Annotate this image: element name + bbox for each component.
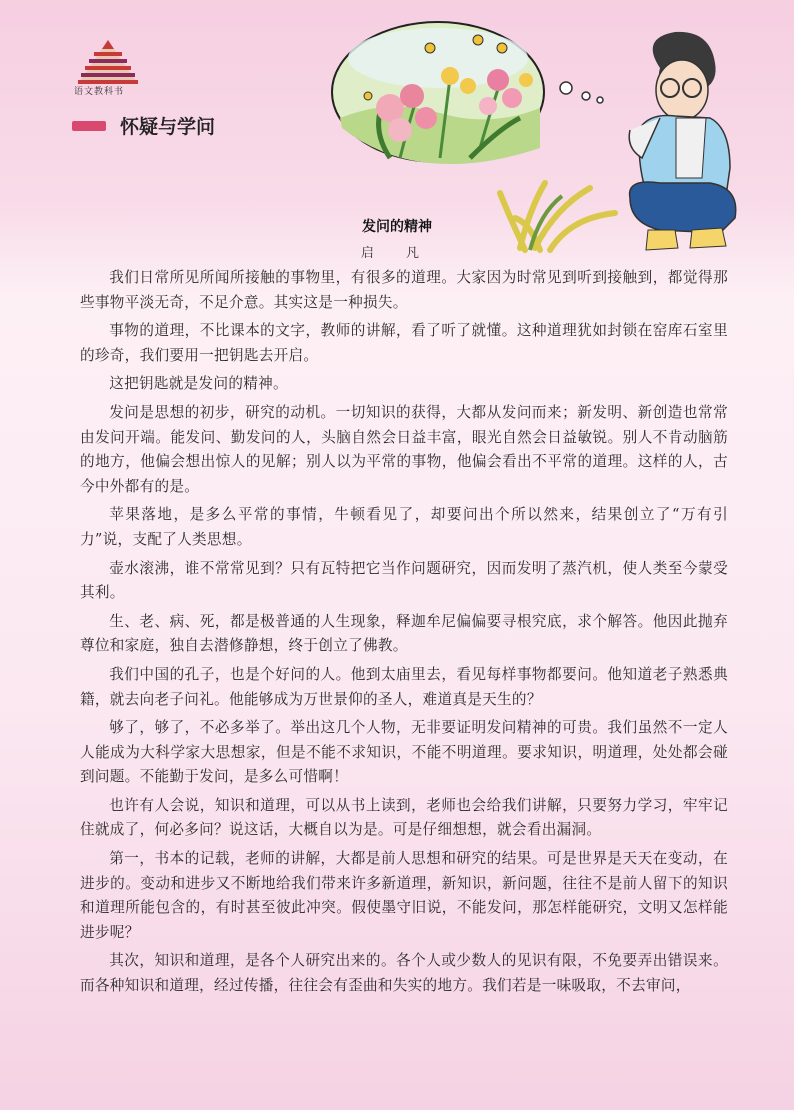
paragraph: 生、老、病、死，都是极普通的人生现象，释迦牟尼偏偏要寻根究底，求个解答。他因此抛弃尊位和家庭，独自去潜修静想，终于创立了佛教。 (80, 612, 728, 655)
paragraph: 这把钥匙就是发问的精神。 (109, 375, 288, 393)
article-author: 启 凡 (360, 246, 434, 261)
paragraph: 够了，够了，不必多举了。举出这几个人物，无非要证明发问精神的可贵。我们虽然不一定人人能成为大科学家大思想家，但是不能不求知识，不能不明道理。要求知识，明道理，处处都会碰到问题。不能勤于发问，是多么可惜啊！ (80, 719, 728, 786)
paragraph: 也许有人会说，知识和道理，可以从书上读到，老师也会给我们讲解，只要努力学习，牢牢记住就成了，何必多问？说这话，大概自以为是。可是仔细想想，就会看出漏洞。 (80, 796, 728, 839)
paragraph: 事物的道理，不比课本的文字，教师的讲解，看了听了就懂。这种道理犹如封锁在窑库石室里的珍奇，我们要用一把钥匙去开启。 (80, 322, 728, 364)
unit-header (72, 112, 215, 139)
paragraph: 我们中国的孔子，也是个好问的人。他到太庙里去，看见每样事物都要问。他知道老子熟悉典籍，就去向老子问礼。他能够成为万世景仰的圣人，难道真是天生的？ (80, 665, 728, 708)
article-title: 发问的精神 (362, 219, 432, 235)
paragraph: 苹果落地，是多么平常的事情，牛顿看见了，却要问出个所以然来，结果创立了“万有引力”说，支配了人类思想。 (80, 506, 728, 548)
paragraph: 我们日常所见所闻所接触的事物里，有很多的道理。大家因为时常见到听到接触到，都觉得那些事物平淡无奇，不足介意。其实这是一种损失。 (80, 269, 728, 311)
logo-label: 语文教科书 (74, 87, 125, 97)
paragraph: 发问是思想的初步，研究的动机。一切知识的获得，大都从发问而来；新发明、新创造也常常由发问开端。能发问、勤发问的人，头脑自然会日益丰富，眼光自然会日益敏锐。别人不肯动脑筋的地方，他偏会想出惊人的见解；别人以为平常的事物，他偏会看出不平常的道理。这样的人，古今中外都有的是。 (80, 403, 728, 495)
article-body (80, 266, 728, 1003)
paragraph: 其次，知识和道理，是各个人研究出来的。各个人或少数人的见识有限，不免要弄出错误来。而各种知识和道理，经过传播，往往会有歪曲和失实的地方。我们若是一味吸取，不去审问， (80, 952, 728, 995)
paragraph: 壶水滚沸，谁不常常见到？只有瓦特把它当作问题研究，因而发明了蒸汽机，使人类至今蒙受其利。 (80, 559, 728, 602)
unit-title: 怀疑与学问 (120, 116, 216, 138)
unit-tag-icon (72, 121, 106, 131)
paragraph: 第一，书本的记载，老师的讲解，大都是前人思想和研究的结果。可是世界是天天在变动，在进步的。变动和进步又不断地给我们带来许多新道理，新知识，新问题，往往不是前人留下的知识和道理所能包含的，有时甚至彼此冲突。假使墨守旧说，不能发问，那怎样能研究，文明又怎样能进步呢？ (80, 850, 728, 941)
